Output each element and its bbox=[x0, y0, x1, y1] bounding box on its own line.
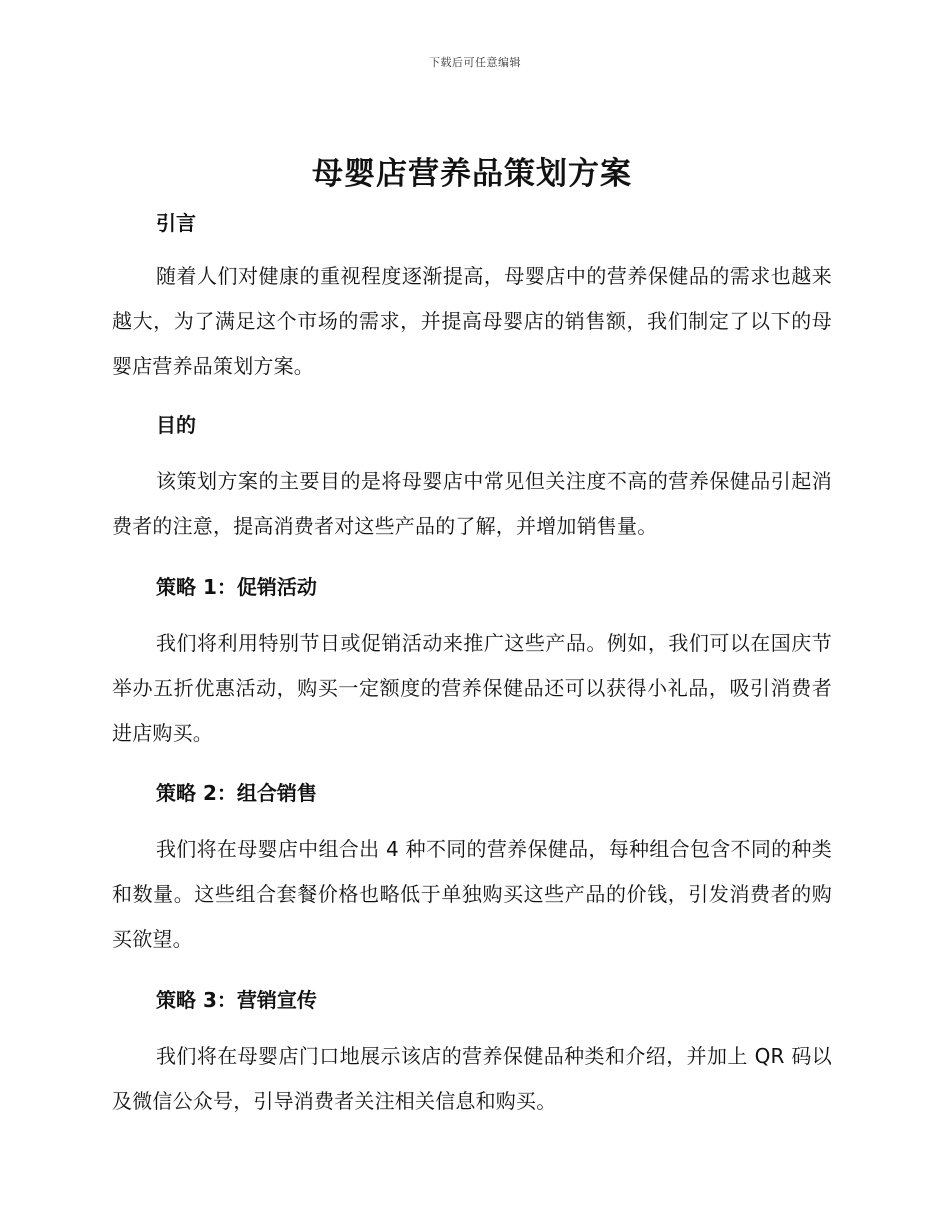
section-heading-purpose: 目的 bbox=[156, 413, 196, 437]
section-heading-strategy-3: 策略 3：营销宣传 bbox=[156, 988, 317, 1012]
document-title: 母婴店营养品策划方案 bbox=[312, 156, 632, 192]
section-heading-strategy-1: 策略 1：促销活动 bbox=[156, 575, 317, 599]
section-heading-strategy-2: 策略 2：组合销售 bbox=[156, 781, 317, 805]
section-heading-introduction: 引言 bbox=[156, 211, 196, 235]
section-body-introduction: 随着人们对健康的重视程度逐渐提高，母婴店中的营养保健品的需求也越来越大，为了满足这个市场的需求，并提高母婴店的销售额，我们制定了以下的母婴店营养品策划方案。 bbox=[112, 264, 832, 378]
section-body-purpose: 该策划方案的主要目的是将母婴店中常见但关注度不高的营养保健品引起消费者的注意，提高消费者对这些产品的了解，并增加销售量。 bbox=[112, 469, 832, 538]
section-body-strategy-2: 我们将在母婴店中组合出 4 种不同的营养保健品，每种组合包含不同的种类和数量。这些组合套餐价格也略低于单独购买这些产品的价钱，引发消费者的购买欲望。 bbox=[112, 837, 832, 951]
page-header-note: 下载后可任意编辑 bbox=[429, 56, 521, 69]
document-body bbox=[112, 150, 832, 1124]
section-body-strategy-3: 我们将在母婴店门口地展示该店的营养保健品种类和介绍，并加上 QR 码以及微信公众号，引导消费者关注相关信息和购买。 bbox=[112, 1044, 832, 1113]
section-body-strategy-1: 我们将利用特别节日或促销活动来推广这些产品。例如，我们可以在国庆节举办五折优惠活动，购买一定额度的营养保健品还可以获得小礼品，吸引消费者进店购买。 bbox=[112, 631, 832, 745]
